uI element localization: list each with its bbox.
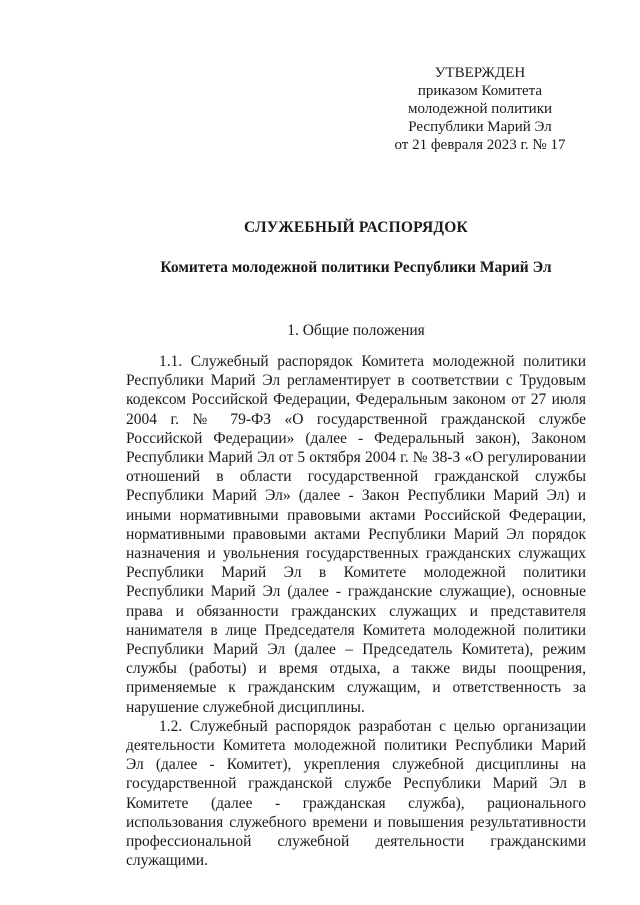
approval-committee-line: молодежной политики bbox=[407, 101, 553, 117]
document-title: СЛУЖЕБНЫЙ РАСПОРЯДОК bbox=[244, 219, 468, 236]
paragraph-1-2: 1.2. Служебный распорядок разработан с целью организации деятельности Комитета молодежной политики Республики Марий Эл (далее - Комитет), укрепления служебной дисциплины на государственной гражданской службе Республики Марий Эл в Комитете (далее - гражданская служба), рационального использования служебного времени и повышения результативности профессиональной служебной деятельности гражданскими служащими. bbox=[126, 717, 586, 870]
approval-block bbox=[360, 64, 600, 154]
approval-republic-line: Республики Марий Эл bbox=[408, 119, 552, 135]
approval-status: УТВЕРЖДЕН bbox=[434, 65, 526, 81]
section-heading: 1. Общие положения bbox=[287, 322, 425, 339]
approval-date-line: от 21 февраля 2023 г. № 17 bbox=[394, 137, 566, 153]
section-body bbox=[126, 352, 586, 870]
paragraph-1-1: 1.1. Служебный распорядок Комитета молодежной политики Республики Марий Эл регламентирует в соответствии с Трудовым кодексом Российской Федерации, Федеральным законом от 27 июля 2004 г. № 79-ФЗ «О государственной гражданской службе Российской Федерации» (далее - Федеральный закон), Законом Республики Марий Эл от 5 октября 2004 г. № 38-З «О регулировании отношений в области государственной гражданской службы Республики Марий Эл» (далее - Закон Республики Марий Эл) и иными нормативными правовыми актами Российской Федерации, нормативными правовыми актами Республики Марий Эл порядок назначения и увольнения государственных гражданских служащих Республики Марий Эл в Комитете молодежной политики Республики Марий Эл (далее - гражданские служащие), основные права и обязанности гражданских служащих и представителя нанимателя в лице Председателя Комитета молодежной политики Республики Марий Эл (далее – Председатель Комитета), режим службы (работы) и время отдыха, а также виды поощрения, применяемые к гражданским служащим, и ответственность за нарушение служебной дисциплины. bbox=[126, 353, 586, 716]
approval-order-line: приказом Комитета bbox=[417, 83, 543, 99]
document-subtitle: Комитета молодежной политики Республики Марий Эл bbox=[160, 259, 552, 276]
